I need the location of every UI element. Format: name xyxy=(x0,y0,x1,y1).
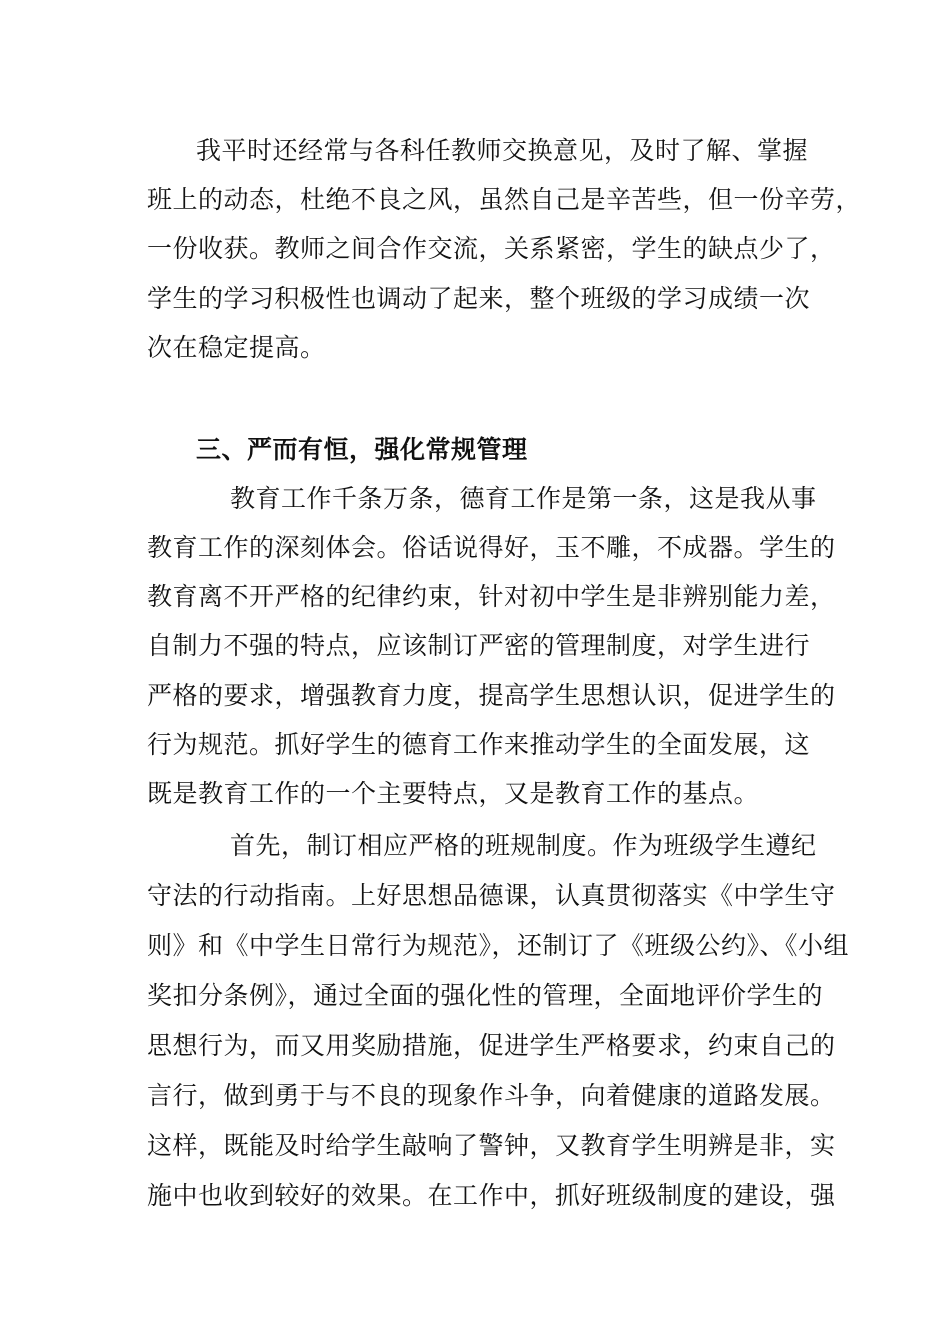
paragraph-3-line-5: 思想行为，而又用奖励措施，促进学生严格要求，约束自己的 xyxy=(147,1031,836,1060)
paragraph-2-line-1: 教育工作千条万条，德育工作是第一条，这是我从事 xyxy=(230,484,817,513)
paragraph-3-line-7: 这样，既能及时给学生敲响了警钟，又教育学生明辨是非，实 xyxy=(147,1131,836,1160)
paragraph-3-line-1: 首先，制订相应严格的班规制度。作为班级学生遵纪 xyxy=(230,831,817,860)
paragraph-1-line-3: 一份收获。教师之间合作交流，关系紧密，学生的缺点少了， xyxy=(147,234,836,263)
paragraph-1-line-2: 班上的动态，杜绝不良之风，虽然自己是辛苦些，但一份辛劳， xyxy=(147,185,862,214)
paragraph-2-line-6: 行为规范。抓好学生的德育工作来推动学生的全面发展，这 xyxy=(147,730,811,759)
paragraph-3-line-3: 则》和《中学生日常行为规范》，还制订了《班级公约》、《小组 xyxy=(147,931,850,960)
paragraph-2-line-2: 教育工作的深刻体会。俗话说得好，玉不雕，不成器。学生的 xyxy=(147,533,836,562)
paragraph-2-line-4: 自制力不强的特点，应该制订严密的管理制度，对学生进行 xyxy=(147,631,811,660)
paragraph-3-line-6: 言行，做到勇于与不良的现象作斗争，向着健康的道路发展。 xyxy=(147,1081,836,1110)
paragraph-1-line-5: 次在稳定提高。 xyxy=(147,333,326,362)
paragraph-2-line-5: 严格的要求，增强教育力度，提高学生思想认识，促进学生的 xyxy=(147,681,836,710)
paragraph-3-line-8: 施中也收到较好的效果。在工作中，抓好班级制度的建设，强 xyxy=(147,1181,836,1210)
paragraph-2-line-3: 教育离不开严格的纪律约束，针对初中学生是非辨别能力差， xyxy=(147,582,836,611)
section-heading: 三、严而有恒，强化常规管理 xyxy=(196,435,528,464)
paragraph-2-line-7: 既是教育工作的一个主要特点，又是教育工作的基点。 xyxy=(147,779,760,808)
paragraph-3-line-2: 守法的行动指南。上好思想品德课，认真贯彻落实《中学生守 xyxy=(147,881,836,910)
paragraph-1-line-1: 我平时还经常与各科任教师交换意见，及时了解、掌握 xyxy=(196,136,809,165)
paragraph-1-line-4: 学生的学习积极性也调动了起来，整个班级的学习成绩一次 xyxy=(147,284,811,313)
paragraph-3-line-4: 奖扣分条例》，通过全面的强化性的管理，全面地评价学生的 xyxy=(147,981,824,1010)
